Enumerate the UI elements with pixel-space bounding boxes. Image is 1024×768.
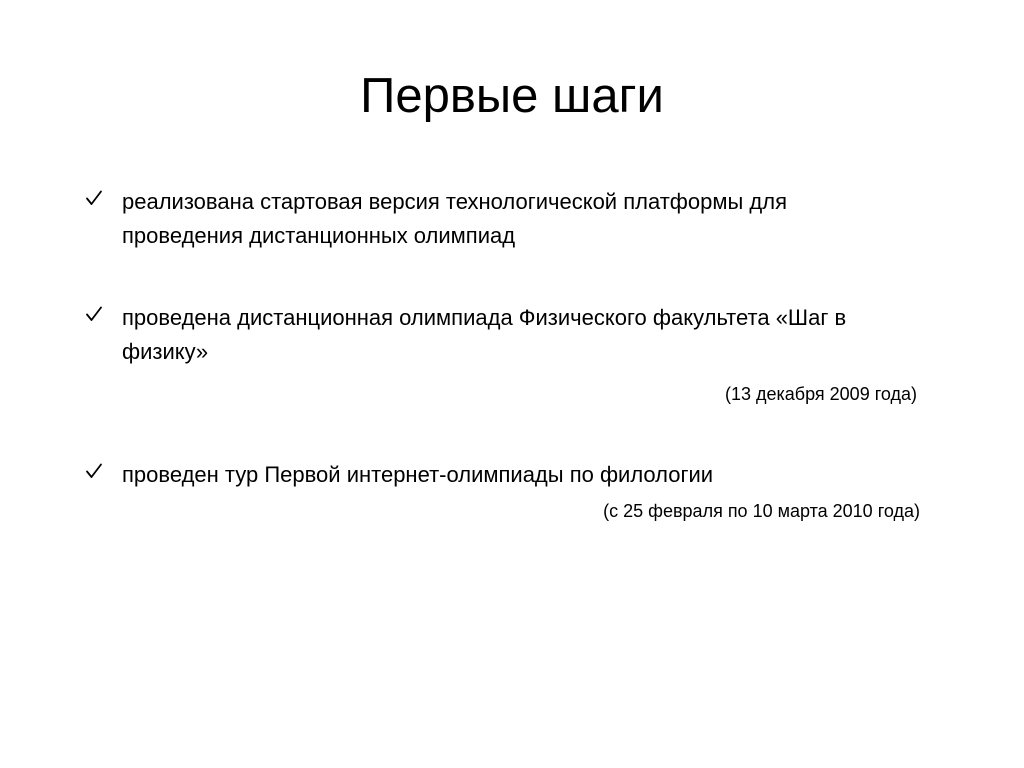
bullet-date-note: (13 декабря 2009 года) — [724, 384, 917, 404]
check-icon — [85, 189, 103, 207]
check-icon — [85, 462, 103, 480]
slide-title: Первые шаги — [360, 69, 664, 123]
bullet-date-note: (с 25 февраля по 10 марта 2010 года) — [603, 501, 920, 521]
bullet-text: проведена дистанционная олимпиада Физического факультета «Шаг в физику» — [122, 305, 847, 364]
bullet-text: проведен тур Первой интернет-олимпиады по филологии — [122, 462, 714, 487]
bullet-text: реализована стартовая версия технологической платформы для проведения дистанционных олимпиад — [122, 189, 787, 248]
check-icon — [85, 305, 103, 323]
